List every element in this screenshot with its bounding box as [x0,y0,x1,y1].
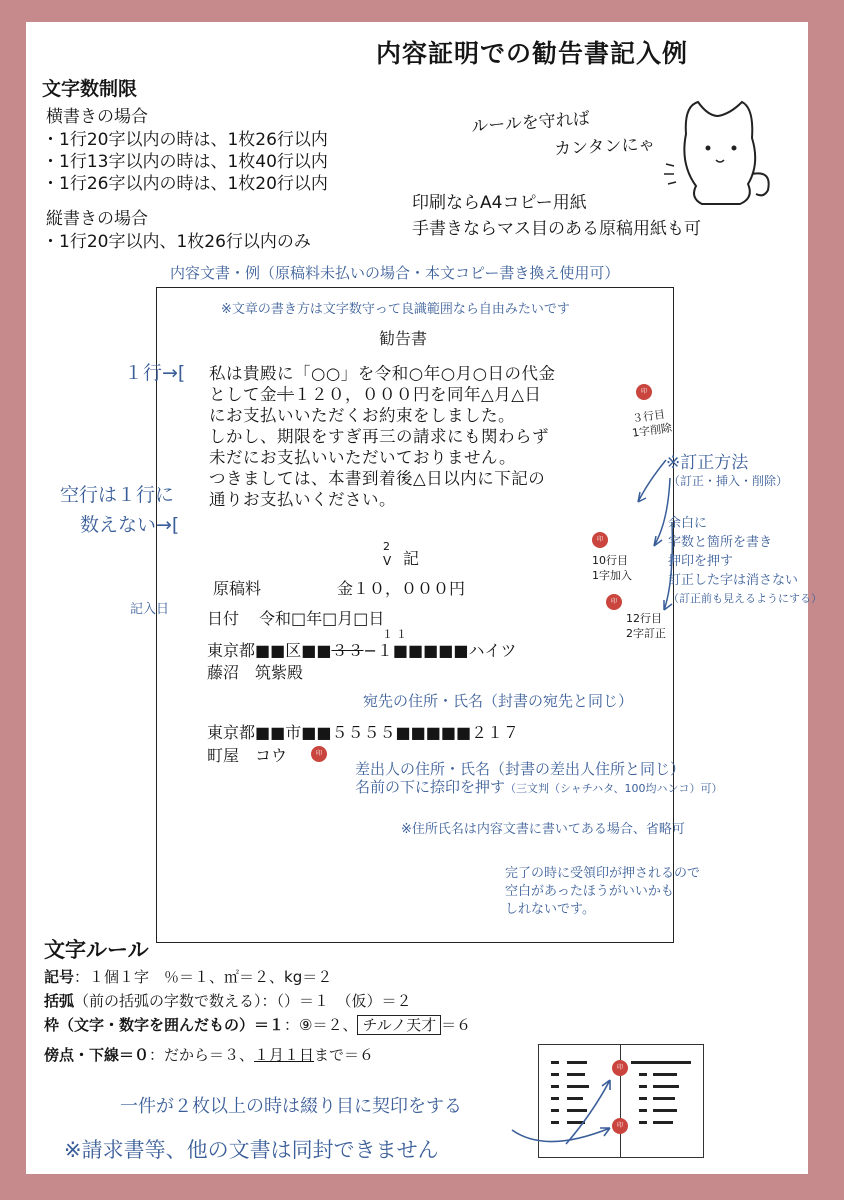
correction-seal-3: 印 [636,384,652,400]
line-label: １行→[ [124,362,186,384]
receipt-note-1: 完了の時に受領印が押されるので [505,866,701,881]
doc-body-line-3: にお支払いいただくお約束をしました。 [209,406,515,425]
doc-body-line-4: しかし、期限をすぎ再三の請求にも関わらず [209,427,549,446]
note-line-3b: 1字削除 [631,421,673,440]
horizontal-title: 横書きの場合 [46,107,148,127]
sender-note-2a: 名前の下に捺印を押す [355,778,506,796]
sender-note-2b: （三文判（シャチハタ、100均ハンコ）可） [505,782,723,795]
doc-body-line-2b: １２０，０００円を同年△月△日 [294,385,542,404]
correction-arrows [618,442,678,622]
correction-subtitle: （訂正・挿入・削除） [668,474,789,488]
horizontal-rule-3: ・1行26字以内の時は、1枚20行以内 [42,174,328,194]
sender-name: 町屋 コウ [207,746,288,765]
rules-heading: 文字ルール [44,938,149,962]
recipient-addr-pre: 東京都■■区■■ [207,641,332,660]
rule-frame-end: ＝６ [441,1016,472,1034]
sender-note-1: 差出人の住所・氏名（封書の差出人住所と同じ） [355,760,686,778]
blank-line-note-2: 数えない→[ [80,514,180,536]
seal-arrows [506,1074,626,1154]
sender-address: 東京都■■市■■５５５５■■■■■２１７ [207,723,520,742]
cat-speech-2: カンタンにゃ [553,134,656,160]
sheet [26,22,822,1174]
rule-brackets [44,990,412,1011]
rule-brackets-label: 括弧 [44,992,75,1010]
arrow-to-upper-seal [566,1080,610,1144]
rule-frame-text: ：⑨＝２、 [284,1016,358,1034]
doc-struck-char: 十 [277,385,294,404]
rule-underline-end: まで＝６ [314,1046,375,1064]
paper-line-2: 手書きならマス目のある原稿用紙も可 [412,219,701,239]
vertical-title: 縦書きの場合 [46,209,148,229]
note-line-10b: 1字加入 [592,569,632,582]
doc-top-note: ※文章の書き方は文字数守って良識範囲なら自由みたいです [221,302,570,317]
doc-body-line-6: つきましては、本書到着後△日以内に下記の [209,469,546,488]
recipient-addr-post: −１■■■■■ハイツ [363,641,517,660]
note-line-10: 10行目 [592,554,628,567]
rule-underline-text: ：だから＝３、 [149,1046,255,1064]
doc-ki: 記 [403,549,420,568]
margin-note-3: 押印を押す [668,554,734,569]
doc-body-line-7: 通りお支払いください。 [209,490,396,509]
receipt-note-2: 空白があったほうがいいかも [505,884,674,899]
correction-title: ※訂正方法 [666,453,749,473]
date-label: 日付 [207,609,240,628]
correction-seal-10: 印 [592,532,608,548]
limits-heading: 文字数制限 [42,78,138,100]
correction-seal-12: 印 [606,594,622,610]
rule-frame-boxed: チルノ天才 [357,1015,441,1035]
note-line-3: ３行目 [631,407,666,426]
mini-doc-page-2 [620,1044,704,1158]
arrow-to-line-3 [638,460,666,502]
doc-body-line-1: 私は貴殿に「○○」を令和○年○月○日の代金 [209,364,556,383]
recipient-addr-struck: ３３ [331,641,364,660]
insert-count: 2 [383,540,390,553]
fee-amount: 金１０，０００円 [337,579,466,598]
seal-upper: 印 [612,1060,628,1076]
multi-page-note: 一件が２枚以上の時は綴り目に契印をする [120,1096,462,1117]
margin-note-1: 余白に [668,516,708,531]
cat-icon [656,94,786,212]
rule-symbols-text: ：１個１字 ％＝１、㎡＝２、kg＝２ [74,968,333,986]
note-line-12: 12行目 [626,612,662,625]
margin-note-4: 訂正した字は消さない [668,573,799,588]
rule-symbols [44,966,332,987]
blank-line-note-1: 空行は１行に [60,484,175,506]
doc-heading: 勧告書 [379,329,428,348]
recipient-address [207,638,517,661]
rule-symbols-label: 記号 [44,968,75,986]
rule-underline-label: 傍点・下線＝０ [44,1046,150,1064]
sender-note-2 [355,776,722,797]
recipient-name: 藤沼 筑紫殿 [207,663,304,682]
fee-label: 原稿料 [213,579,262,598]
paper-line-1: 印刷ならA4コピー用紙 [412,193,587,213]
rule-underline-example: １月１日 [254,1046,315,1064]
arrow-to-lower-seal [512,1128,610,1142]
date-note: 記入日 [130,602,170,617]
date-value: 令和□年□月□日 [259,609,385,628]
margin-note-2: 字数と箇所を書き [668,535,773,550]
margin-note-5: （訂正前も見えるようにする） [668,592,822,605]
no-enclose-note: ※請求書等、他の文書は同封できません [64,1138,439,1162]
recipient-note: 宛先の住所・氏名（封書の宛先と同じ） [363,692,634,710]
insert-caret: V [383,554,392,568]
doc-body-line-5: 未だにお支払いいただいておりません。 [209,448,516,467]
addr-correction: １１ [382,628,410,641]
doc-body-line-2a: として金 [209,385,277,404]
rule-frame [44,1014,471,1035]
rule-frame-label: 枠（文字・数字を囲んだもの）＝１ [44,1016,285,1034]
rule-brackets-text: （前の括弧の字数で数える）：（）＝１ （仮）＝２ [74,992,412,1010]
seal-lower: 印 [612,1118,628,1134]
vertical-rule: ・1行20字以内、1枚26行以内のみ [42,232,311,252]
rule-underline [44,1044,374,1065]
note-line-12b: 2字訂正 [626,627,666,640]
receipt-note-3: しれないです。 [505,902,595,917]
arrow-to-line-10 [654,478,670,546]
horizontal-rule-2: ・1行13字以内の時は、1枚40行以内 [42,152,328,172]
page-title: 内容証明での勧告書記入例 [376,39,689,68]
arrow-to-line-12 [664,522,672,610]
horizontal-rule-1: ・1行20字以内の時は、1枚26行以内 [42,130,328,150]
sample-caption: 内容文書・例（原稿料未払いの場合・本文コピー書き換え使用可） [170,264,620,282]
omit-note: ※住所氏名は内容文書に書いてある場合、省略可 [401,822,685,837]
cat-speech-1: ルールを守れば [470,108,591,138]
sender-seal: 印 [311,746,327,762]
